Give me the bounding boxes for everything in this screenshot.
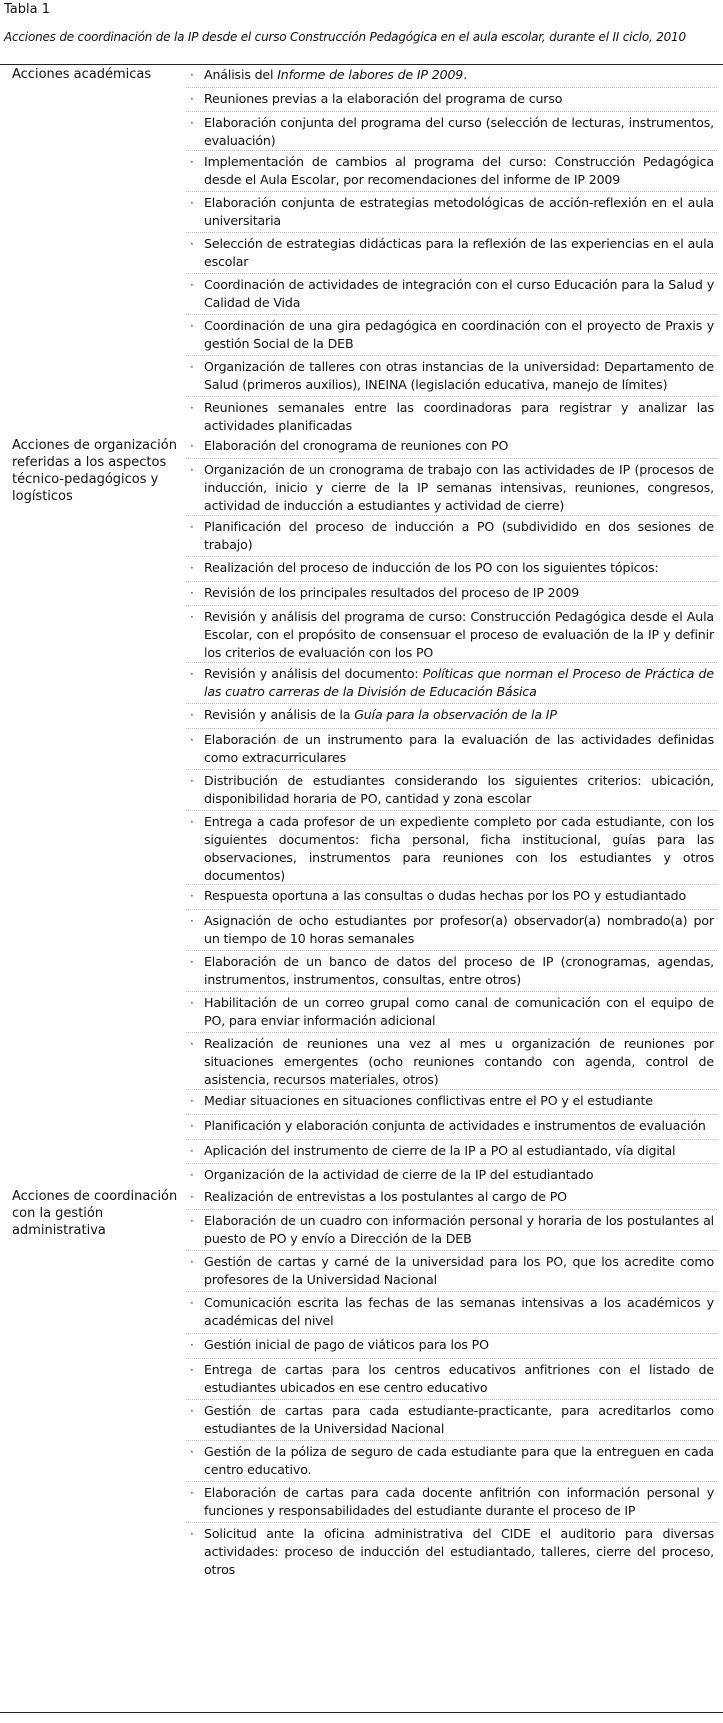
bullet-marker: · (190, 1338, 194, 1352)
action-item (186, 731, 714, 767)
row-divider (186, 1032, 717, 1033)
action-item (186, 1035, 714, 1089)
action-item-text: Reuniones previas a la elaboración del programa de curso (204, 91, 563, 106)
action-item (186, 461, 714, 515)
action-item-text: Elaboración de un instrumento para la evaluación de las actividades definidas como extracurriculares (204, 732, 714, 765)
action-item (186, 559, 714, 577)
row-divider (186, 581, 717, 582)
bullet-marker: · (190, 520, 194, 534)
action-item-text: Reuniones semanales entre las coordinadoras para registrar y analizar las actividades planificadas (204, 400, 714, 433)
row-divider (186, 87, 717, 88)
action-item-text: Aplicación del instrumento de cierre de la IP a PO al estudiantado, vía digital (204, 1143, 676, 1158)
action-item-text: Asignación de ocho estudiantes por profesor(a) observador(a) nombrado(a) por un tiempo de 10 horas semanales (204, 913, 714, 946)
action-item (186, 1092, 714, 1110)
action-item-text: Selección de estrategias didácticas para la reflexión de las experiencias en el aula escolar (204, 236, 714, 269)
action-item-text: Gestión inicial de pago de viáticos para los PO (204, 1337, 489, 1352)
action-item-text: Mediar situaciones en situaciones conflictivas entre el PO y el estudiante (204, 1093, 653, 1108)
bullet-marker: · (190, 561, 194, 575)
action-item-text: Elaboración de un cuadro con información personal y horaria de los postulantes al puesto de PO y envío a Dirección de la DEB (204, 1213, 714, 1246)
action-item-text: Revisión y análisis del programa de curso: Construcción Pedagógica desde el Aula Escolar, con el propósito de consensuar el proceso de evaluación de la IP y definir los criterios de evaluación con los PO (204, 609, 714, 660)
bullet-marker: · (190, 955, 194, 969)
action-item (186, 66, 714, 84)
action-item-text: Elaboración del cronograma de reuniones con PO (204, 438, 509, 453)
bullet-marker: · (190, 401, 194, 415)
row-divider (186, 515, 717, 516)
bullet-marker: · (190, 463, 194, 477)
action-item (186, 706, 714, 724)
bullet-marker: · (190, 996, 194, 1010)
row-divider (186, 662, 717, 663)
row-divider (186, 273, 717, 274)
action-item-text: Realización de entrevistas a los postulantes al cargo de PO (204, 1189, 567, 1204)
bullet-marker: · (190, 278, 194, 292)
action-item-text: Organización de un cronograma de trabajo con las actividades de IP (procesos de inducción, inicio y cierre de la IP semanas intensivas, reuniones, congresos, actividad de inducción a estudiantes y actividad de cierre) (204, 462, 714, 513)
bullet-marker: · (190, 68, 194, 82)
row-divider (186, 355, 717, 356)
action-item-text: Comunicación escrita las fechas de las semanas intensivas a los académicos y académicas del nivel (204, 1295, 714, 1328)
table-top-rule (0, 64, 723, 65)
action-item (186, 1443, 714, 1479)
row-divider (186, 1522, 717, 1523)
bullet-marker: · (190, 733, 194, 747)
row-divider (186, 1209, 717, 1210)
action-item (186, 1117, 714, 1135)
action-item (186, 1402, 714, 1438)
action-item (186, 194, 714, 230)
action-item (186, 114, 714, 150)
action-item (186, 772, 714, 808)
action-item-text: Gestión de cartas para cada estudiante-practicante, para acreditarlos como estudiantes de la Universidad Nacional (204, 1403, 714, 1436)
action-item (186, 608, 714, 662)
row-divider (186, 1481, 717, 1482)
action-item (186, 1253, 714, 1289)
table-number: Tabla 1 (4, 2, 50, 17)
bullet-marker: · (190, 116, 194, 130)
bullet-marker: · (190, 889, 194, 903)
bullet-marker: · (190, 155, 194, 169)
action-item (186, 276, 714, 312)
action-item (186, 90, 714, 108)
row-divider (186, 150, 717, 151)
action-item (186, 1188, 714, 1206)
bullet-marker: · (190, 774, 194, 788)
bullet-marker: · (190, 1094, 194, 1108)
action-item (186, 1484, 714, 1520)
row-divider (186, 728, 717, 729)
table-caption: Acciones de coordinación de la IP desde el curso Construcción Pedagógica en el aula escolar, durante el II ciclo, 2010 (4, 30, 686, 44)
row-divider (186, 1139, 717, 1140)
bullet-marker: · (190, 1037, 194, 1051)
row-divider (186, 991, 717, 992)
row-divider (186, 1250, 717, 1251)
action-item (186, 1525, 714, 1579)
bullet-marker: · (190, 1296, 194, 1310)
action-item-text: Planificación y elaboración conjunta de actividades e instrumentos de evaluación (204, 1118, 706, 1133)
action-item (186, 912, 714, 948)
action-item-text: Organización de la actividad de cierre de la IP del estudiantado (204, 1167, 594, 1182)
row-divider (186, 1163, 717, 1164)
action-item (186, 1166, 714, 1184)
action-item-text: Revisión y análisis del documento: Políticas que norman el Proceso de Práctica de las cuatro carreras de la División de Educación Básica (204, 666, 714, 699)
action-item (186, 1361, 714, 1397)
row-divider (186, 314, 717, 315)
action-item (186, 584, 714, 602)
row-divider (186, 556, 717, 557)
action-item-text: Elaboración de un banco de datos del proceso de IP (cronogramas, agendas, instrumentos, instrumentos, consultas, entre otros) (204, 954, 714, 987)
bullet-marker: · (190, 1190, 194, 1204)
row-divider (186, 884, 717, 885)
action-item (186, 994, 714, 1030)
action-item (186, 1336, 714, 1354)
row-divider (186, 810, 717, 811)
row-divider (186, 1291, 717, 1292)
action-item (186, 1212, 714, 1248)
action-item-text: Realización de reuniones una vez al mes u organización de reuniones por situaciones emergentes (ocho reuniones contando con agenda, control de asistencia, recursos materiales, otros) (204, 1036, 714, 1087)
action-item-text: Análisis del Informe de labores de IP 2009. (204, 67, 468, 82)
bullet-marker: · (190, 1144, 194, 1158)
bullet-marker: · (190, 586, 194, 600)
action-item-text: Entrega de cartas para los centros educativos anfitriones con el listado de estudiantes ubicados en ese centro educativo (204, 1362, 714, 1395)
bullet-marker: · (190, 1404, 194, 1418)
action-item-text: Elaboración conjunta del programa del curso (selección de lecturas, instrumentos, evaluación) (204, 115, 714, 148)
row-divider (186, 1089, 717, 1090)
action-item-text: Entrega a cada profesor de un expediente completo por cada estudiante, con los siguientes documentos: ficha personal, ficha institucional, guías para las observaciones, instrumentos para reuniones con los estudiantes y otros documentos) (204, 814, 714, 883)
action-item-text: Distribución de estudiantes considerando los siguientes criterios: ubicación, disponibilidad horaria de PO, cantidad y zona escolar (204, 773, 714, 806)
category-label: Acciones de organización referidas a los aspectos técnico-pedagógicos y logísticos (12, 438, 177, 504)
row-divider (186, 111, 717, 112)
bullet-marker: · (190, 667, 194, 681)
bullet-marker: · (190, 439, 194, 453)
action-item-text: Elaboración de cartas para cada docente anfitrión con información personal y funciones y responsabilidades del estudiante durante el proceso de IP (204, 1485, 714, 1518)
bullet-marker: · (190, 815, 194, 829)
action-item-text: Revisión de los principales resultados del proceso de IP 2009 (204, 585, 580, 600)
row-divider (186, 769, 717, 770)
action-item (186, 1142, 714, 1160)
bullet-marker: · (190, 1363, 194, 1377)
action-item-text: Habilitación de un correo grupal como canal de comunicación con el equipo de PO, para enviar información adicional (204, 995, 714, 1028)
bullet-marker: · (190, 1214, 194, 1228)
bullet-marker: · (190, 1168, 194, 1182)
action-item (186, 665, 714, 701)
action-item-text: Revisión y análisis de la Guía para la observación de la IP (204, 707, 557, 722)
bullet-marker: · (190, 1119, 194, 1133)
bullet-marker: · (190, 360, 194, 374)
action-item-text: Realización del proceso de inducción de los PO con los siguientes tópicos: (204, 560, 659, 575)
action-item (186, 887, 714, 905)
row-divider (186, 1358, 717, 1359)
bullet-marker: · (190, 92, 194, 106)
bullet-marker: · (190, 1445, 194, 1459)
action-item (186, 1294, 714, 1330)
action-item-text: Coordinación de actividades de integración con el curso Educación para la Salud y Calidad de Vida (204, 277, 714, 310)
row-divider (186, 1440, 717, 1441)
table-bottom-rule (0, 1712, 723, 1713)
row-divider (186, 950, 717, 951)
bullet-marker: · (190, 708, 194, 722)
row-divider (186, 1114, 717, 1115)
action-item-text: Implementación de cambios al programa del curso: Construcción Pedagógica desde el Aula Escolar, por recomendaciones del informe de IP 2009 (204, 154, 714, 187)
action-item (186, 317, 714, 353)
action-item-text: Gestión de cartas y carné de la universidad para los PO, que los acredite como profesores de la Universidad Nacional (204, 1254, 714, 1287)
bullet-marker: · (190, 1527, 194, 1541)
category-label: Acciones de coordinación con la gestión administrativa (12, 1189, 178, 1238)
action-item-text: Elaboración conjunta de estrategias metodológicas de acción-reflexión en el aula universitaria (204, 195, 714, 228)
bullet-marker: · (190, 1255, 194, 1269)
row-divider (186, 605, 717, 606)
action-item-text: Coordinación de una gira pedagógica en coordinación con el proyecto de Praxis y gestión Social de la DEB (204, 318, 714, 351)
action-item-text: Respuesta oportuna a las consultas o dudas hechas por los PO y estudiantado (204, 888, 687, 903)
row-divider (186, 191, 717, 192)
category-label: Acciones académicas (12, 67, 152, 82)
row-divider (186, 232, 717, 233)
action-item-text: Planificación del proceso de inducción a PO (subdividido en dos sesiones de trabajo) (204, 519, 714, 552)
action-item (186, 437, 714, 455)
bullet-marker: · (190, 610, 194, 624)
bullet-marker: · (190, 914, 194, 928)
action-item (186, 358, 714, 394)
bullet-marker: · (190, 237, 194, 251)
action-item (186, 153, 714, 189)
action-item-text: Gestión de la póliza de seguro de cada estudiante para que la entreguen en cada centro educativo. (204, 1444, 714, 1477)
action-item (186, 813, 714, 885)
row-divider (186, 703, 717, 704)
action-item-text: Organización de talleres con otras instancias de la universidad: Departamento de Salud (primeros auxilios), INEINA (legislación educativa, manejo de límites) (204, 359, 714, 392)
action-item (186, 953, 714, 989)
row-divider (186, 1399, 717, 1400)
bullet-marker: · (190, 196, 194, 210)
action-item-text: Solicitud ante la oficina administrativa del CIDE el auditorio para diversas actividades: proceso de inducción del estudiantado, talleres, cierre del proceso, otros (204, 1526, 714, 1577)
row-divider (186, 909, 717, 910)
row-divider (186, 1333, 717, 1334)
action-item (186, 518, 714, 554)
bullet-marker: · (190, 319, 194, 333)
action-item (186, 399, 714, 433)
action-item (186, 235, 714, 271)
bullet-marker: · (190, 1486, 194, 1500)
row-divider (186, 458, 717, 459)
row-divider (186, 396, 717, 397)
